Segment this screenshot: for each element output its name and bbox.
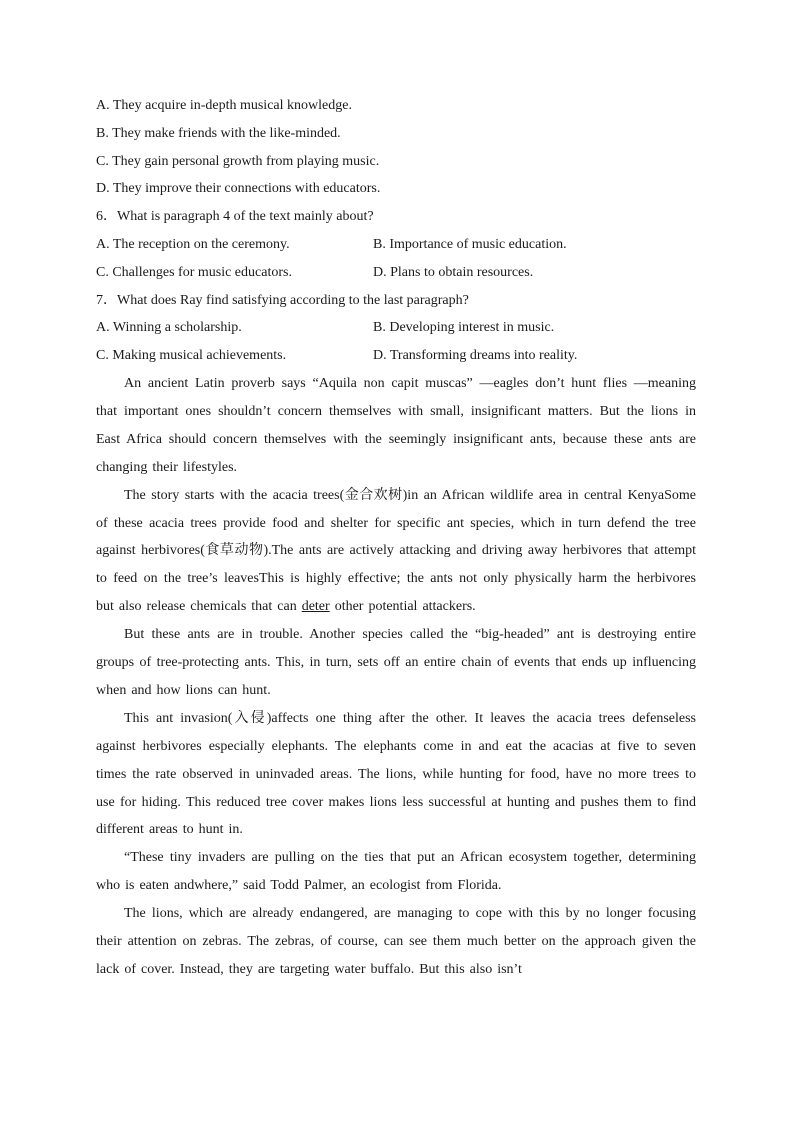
- q7-options-row-1: [96, 314, 696, 342]
- q6-option-b: B. Importance of music education.: [373, 236, 567, 252]
- q7-option-d: D. Transforming dreams into reality.: [373, 348, 578, 364]
- q5-option-c: C. They gain personal growth from playing music.: [96, 153, 380, 169]
- q7-options-row-2: [96, 342, 696, 370]
- passage-paragraph-3: But these ants are in trouble. Another species called the “big-headed” ant is destroying entire groups of tree-protecting ants. This, in turn, sets off an entire chain of events that ends up influencing when and how lions can hunt.: [96, 627, 696, 698]
- passage-paragraph-1: An ancient Latin proverb says “Aquila non capit muscas” —eagles don’t hunt flies —meaning that important ones shouldn’t concern themselves with small, insignificant matters. But the lions in East Africa should concern themselves with the seemingly insignificant ants, because these ants are changing their lifestyles.: [96, 375, 696, 475]
- paragraph-2-text: The story starts with the acacia trees(金合欢树)in an African wildlife area in central KenyaSome of these acacia trees provide food and shelter for specific ant species, which in turn defend the tree against herbivores(食草动物).The ants are actively attacking and driving away herbivores that attempt to feed on the tree’s leavesThis is highly effective; the ants not only physically harm the herbivores but also release chemicals that can: [96, 487, 696, 615]
- q7-option-b: B. Developing interest in music.: [373, 320, 555, 336]
- passage-paragraph-4: This ant invasion(入侵)affects one thing after the other. It leaves the acacia trees defenseless against herbivores especially elephants. The elephants come in and eat the acacias at five to seven times the rate observed in uninvaded areas. The lions, while hunting for food, have no more trees to use for hiding. This reduced tree cover makes lions less successful at hunting and pushes them to find different areas to hunt in.: [96, 710, 696, 838]
- underlined-word-deter: deter: [301, 599, 330, 615]
- q6-options-row-1: [96, 231, 696, 259]
- q6-option-c: C. Challenges for music educators.: [96, 264, 292, 280]
- q6-options-row-2: [96, 259, 696, 287]
- q7-option-a: A. Winning a scholarship.: [96, 320, 242, 336]
- passage-paragraph-6: The lions, which are already endangered, are managing to cope with this by no longer focusing their attention on zebras. The zebras, of course, can see them much better on the approach given the lack of cover. Instead, they are targeting water buffalo. But this also isn’t: [96, 906, 696, 977]
- document-page: [96, 92, 696, 984]
- passage-paragraph-2: [96, 482, 696, 622]
- q5-option-a: A. They acquire in-depth musical knowledge.: [96, 98, 352, 113]
- q7-option-c: C. Making musical achievements.: [96, 348, 287, 364]
- q6-option-a: A. The reception on the ceremony.: [96, 236, 290, 252]
- q5-option-b: B. They make friends with the like-minded.: [96, 125, 341, 141]
- passage-paragraph-5: “These tiny invaders are pulling on the ties that put an African ecosystem together, determining who is eaten andwhere,” said Todd Palmer, an ecologist from Florida.: [96, 850, 696, 894]
- q6-option-d: D. Plans to obtain resources.: [373, 264, 534, 280]
- q5-option-d: D. They improve their connections with educators.: [96, 181, 381, 197]
- question-6: 6．What is paragraph 4 of the text mainly about?: [96, 209, 374, 225]
- question-7: 7．What does Ray find satisfying according to the last paragraph?: [96, 292, 469, 308]
- paragraph-2-ending: other potential attackers.: [329, 599, 476, 615]
